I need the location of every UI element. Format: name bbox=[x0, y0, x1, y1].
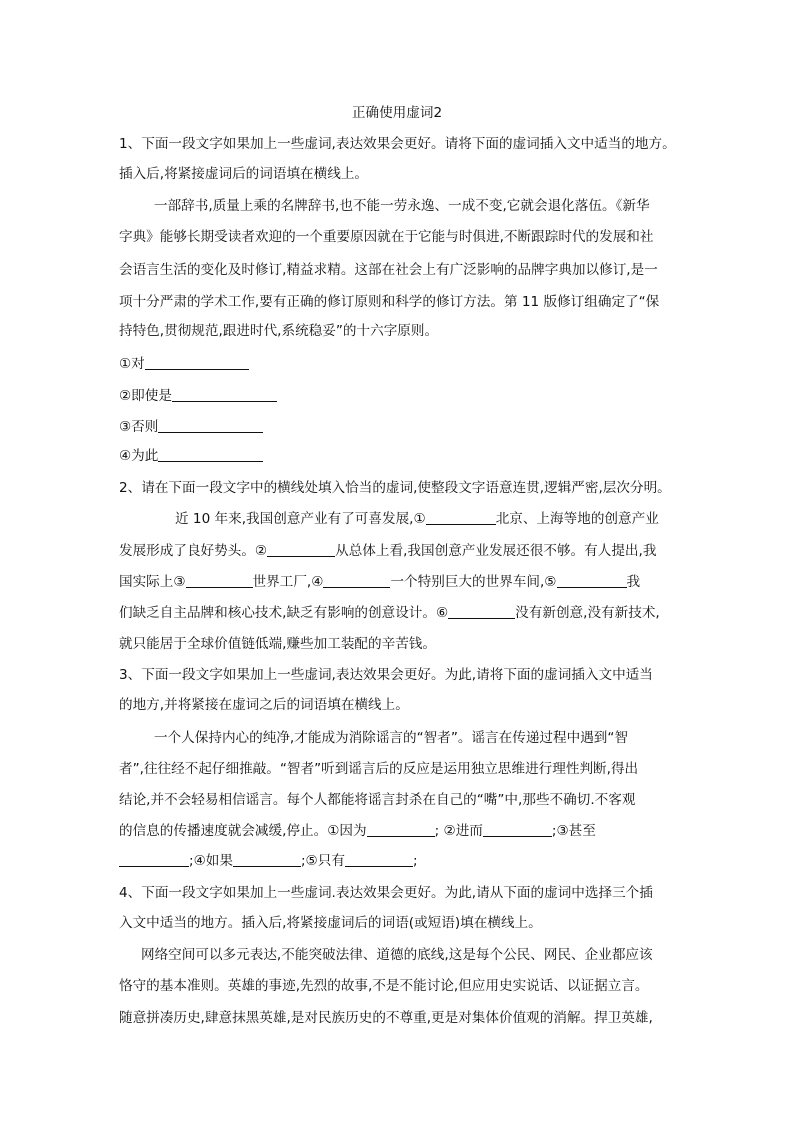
q1-intro-line-2: 插入后,将紧接虚词后的词语填在横线上。 bbox=[119, 166, 369, 182]
q4-intro-line-2: 入文中适当的地方。插入后,将紧接虚词后的词语(或短语)填在横线上。 bbox=[119, 915, 542, 931]
q2-intro-line: 2、请在下面一段文字中的横线处填入恰当的虚词,使整段文字语意连贯,逻辑严密,层次分明。 bbox=[119, 480, 671, 496]
q3-passage-line-3: 结论,并不会轻易相信谣言。每个人都能将谣言封杀在自己的“嘴”中,那些不确切.不客观 bbox=[119, 792, 636, 808]
answer-blank[interactable] bbox=[158, 447, 263, 462]
q1-passage-line-3: 会语言生活的变化及时修订,精益求精。这部在社会上有广泛影响的品牌字典加以修订,是一 bbox=[119, 262, 658, 278]
answer-blank[interactable] bbox=[323, 573, 390, 588]
q1-passage-line-5: 持特色,贯彻规范,跟进时代,系统稳妥”的十六字原则。 bbox=[119, 323, 439, 339]
q1-intro-line-1: 1、下面一段文字如果加上一些虚词,表达效果会更好。请将下面的虚词插入文中适当的地方。 bbox=[119, 136, 676, 152]
q3-text: ;③甚至 bbox=[551, 823, 596, 839]
q1-answer-label: ②即使是 bbox=[119, 388, 172, 404]
q1-answer-item bbox=[119, 354, 249, 374]
q2-text: 国实际上③ bbox=[119, 574, 186, 590]
q2-passage-line-4 bbox=[119, 603, 660, 623]
answer-blank[interactable] bbox=[345, 852, 413, 867]
answer-blank[interactable] bbox=[426, 510, 496, 525]
q3-text: 的信息的传播速度就会减缓,停止。①因为 bbox=[119, 823, 367, 839]
q3-passage-line-5 bbox=[119, 851, 418, 871]
page-title: 正确使用虚词2 bbox=[351, 105, 443, 121]
q3-text: ;④如果 bbox=[189, 853, 233, 869]
answer-blank[interactable] bbox=[119, 852, 189, 867]
answer-blank[interactable] bbox=[267, 542, 335, 557]
q1-answer-label: ③否则 bbox=[119, 419, 159, 435]
q2-text: 我 bbox=[626, 574, 641, 590]
q2-passage-line-3 bbox=[119, 572, 640, 592]
q3-intro-line-1: 3、下面一段文字如果加上一些虚词,表达效果会更好。为此,请将下面的虚词插入文中适当 bbox=[119, 667, 653, 683]
q4-intro-line-1: 4、下面一段文字如果加上一些虚词.表达效果会更好。为此,请从下面的虚词中选择三个插 bbox=[119, 885, 653, 901]
q2-text: 世界工厂,④ bbox=[252, 574, 324, 590]
q4-passage-line-2: 恪守的基本准则。英雄的事迹,先烈的故事,不是不能讨论,但应用史实说话、以证据立言。 bbox=[119, 978, 649, 994]
answer-blank[interactable] bbox=[145, 355, 249, 370]
q2-text: 们缺乏自主品牌和核心技术,缺乏有影响的创意设计。⑥ bbox=[119, 605, 449, 621]
answer-blank[interactable] bbox=[172, 387, 277, 402]
q2-passage-line-2 bbox=[119, 541, 656, 561]
answer-blank[interactable] bbox=[186, 573, 253, 588]
q1-passage-line-4: 项十分严肃的学术工作,要有正确的修订原则和科学的修订方法。第 11 版修订组确定了“保 bbox=[119, 294, 660, 310]
q2-text: 没有新创意,没有新技术, bbox=[515, 605, 660, 621]
q4-passage-line-3: 随意拼凑历史,肆意抹黑英雄,是对民族历史的不尊重,更是对集体价值观的消解。捍卫英雄, bbox=[119, 1010, 653, 1026]
q3-text: ; ②进而 bbox=[434, 823, 483, 839]
q1-passage-line-1: 一部辞书,质量上乘的名牌辞书,也不能一劳永逸、一成不变,它就会退化落伍。《新华 bbox=[154, 198, 650, 214]
answer-blank[interactable] bbox=[557, 573, 627, 588]
q2-text: 一个特别巨大的世界车间,⑤ bbox=[390, 574, 557, 590]
q1-answer-item bbox=[119, 417, 263, 437]
q3-passage-line-1: 一个人保持内心的纯净,才能成为消除谣言的“智者”。谣言在传递过程中遇到“智 bbox=[154, 730, 629, 746]
answer-blank[interactable] bbox=[448, 604, 515, 619]
q1-answer-label: ①对 bbox=[119, 356, 145, 372]
q3-text: ;⑤只有 bbox=[300, 853, 345, 869]
q3-intro-line-2: 的地方,并将紧接在虚词之后的词语填在横线上。 bbox=[119, 697, 409, 713]
answer-blank[interactable] bbox=[483, 822, 552, 837]
q1-answer-label: ④为此 bbox=[119, 448, 159, 464]
q2-text: 从总体上看,我国创意产业发展还很不够。有人提出,我 bbox=[335, 543, 657, 559]
q1-answer-item bbox=[119, 446, 263, 466]
q3-passage-line-4 bbox=[119, 821, 596, 841]
q2-passage-line-1 bbox=[175, 509, 659, 529]
q3-text: ; bbox=[412, 853, 418, 869]
q2-text: 发展形成了良好势头。② bbox=[119, 543, 268, 559]
answer-blank[interactable] bbox=[367, 822, 435, 837]
q4-passage-line-1: 网络空间可以多元表达,不能突破法律、道德的底线,这是每个公民、网民、企业都应该 bbox=[141, 947, 653, 963]
answer-blank[interactable] bbox=[233, 852, 301, 867]
q1-passage-line-2: 字典》能够长期受读者欢迎的一个重要原因就在于它能与时俱进,不断跟踪时代的发展和社 bbox=[119, 229, 654, 245]
q2-text: 近 10 年来,我国创意产业有了可喜发展,① bbox=[175, 511, 426, 527]
q2-text: 北京、上海等地的创意产业 bbox=[495, 511, 659, 527]
q3-passage-line-2: 者”,往往经不起仔细推敲。“智者”听到谣言后的反应是运用独立思维进行理性判断,得出 bbox=[119, 761, 639, 777]
q2-passage-line-5: 就只能居于全球价值链低端,赚些加工装配的辛苦钱。 bbox=[119, 636, 436, 652]
q1-answer-item bbox=[119, 386, 277, 406]
answer-blank[interactable] bbox=[158, 418, 263, 433]
